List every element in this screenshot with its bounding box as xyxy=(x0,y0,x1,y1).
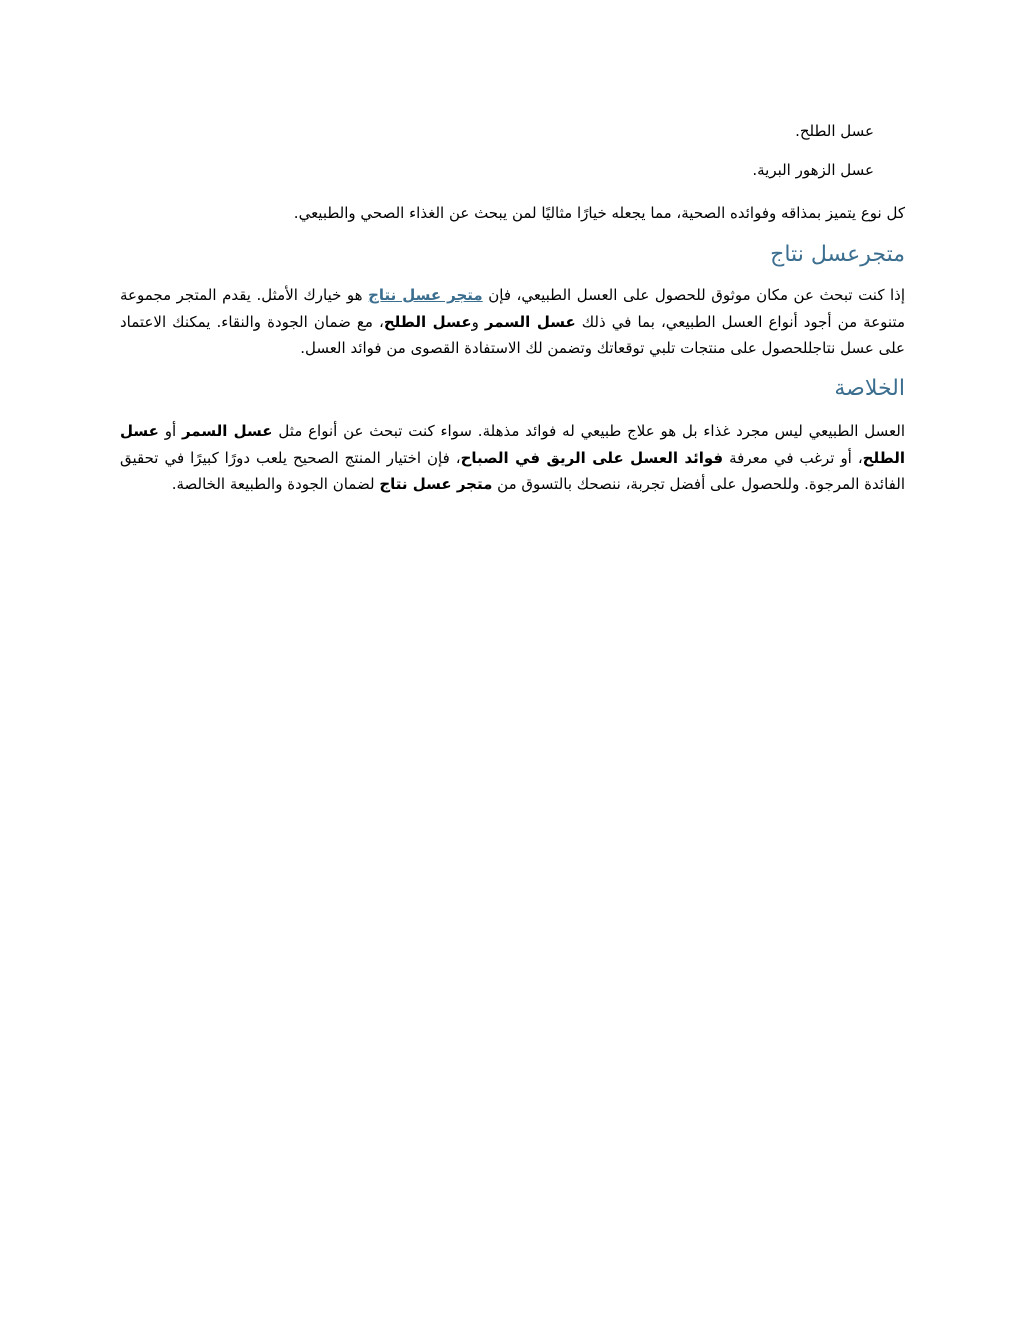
bold-text: عسل الطلح xyxy=(120,422,905,467)
bold-text: عسل السمر xyxy=(181,422,273,440)
bold-text: متجر عسل نتاج xyxy=(379,475,493,493)
text-span: العسل الطبيعي ليس مجرد غذاء بل هو علاج طبيعي له فوائد مذهلة. سواء كنت تبحث عن أنواع مثل xyxy=(272,422,905,440)
text-span: ، مع ضمان الجودة والنقاء. يمكنك الاعتماد على عسل نتاجللحصول على منتجات تلبي توقعاتك وتضمن لك الاستفادة القصوى من فوائد العسل. xyxy=(120,312,905,357)
conclusion-section-paragraph xyxy=(120,418,905,498)
bold-text: عسل الطلح xyxy=(383,312,472,331)
store-link[interactable]: متجر عسل نتاج xyxy=(368,286,483,304)
honey-types-list xyxy=(752,120,874,198)
text-span: و xyxy=(471,312,485,331)
store-section-heading: متجرعسل نتاج xyxy=(770,242,905,267)
intro-paragraph: كل نوع يتميز بمذاقه وفوائده الصحية، مما يجعله خيارًا مثاليًا لمن يبحث عن الغذاء الصحي والطبيعي. xyxy=(293,204,905,222)
text-span: ، أو ترغب في معرفة xyxy=(723,448,863,467)
text-span: ، فإن اختيار المنتج الصحيح يلعب دورًا كبيرًا في تحقيق الفائدة المرجوة. وللحصول على أفضل تجربة، ننصحك بالتسوق من xyxy=(120,448,905,493)
text-span: لضمان الجودة والطبيعة الخالصة. xyxy=(171,475,380,493)
list-item: عسل الزهور البرية. xyxy=(752,161,874,179)
text-span: إذا كنت تبحث عن مكان موثوق للحصول على العسل الطبيعي، فإن xyxy=(482,286,906,304)
conclusion-section-heading: الخلاصة xyxy=(834,376,905,401)
text-span: أو xyxy=(158,422,182,440)
bold-text: فوائد العسل على الريق في الصباح xyxy=(460,448,724,467)
text-span: هو خيارك الأمثل. يقدم المتجر مجموعة متنوعة من أجود أنواع العسل الطبيعي، بما في ذلك xyxy=(120,286,905,331)
bold-text: عسل السمر xyxy=(484,312,576,331)
store-section-paragraph xyxy=(120,282,905,362)
list-item: عسل الطلح. xyxy=(795,122,874,140)
